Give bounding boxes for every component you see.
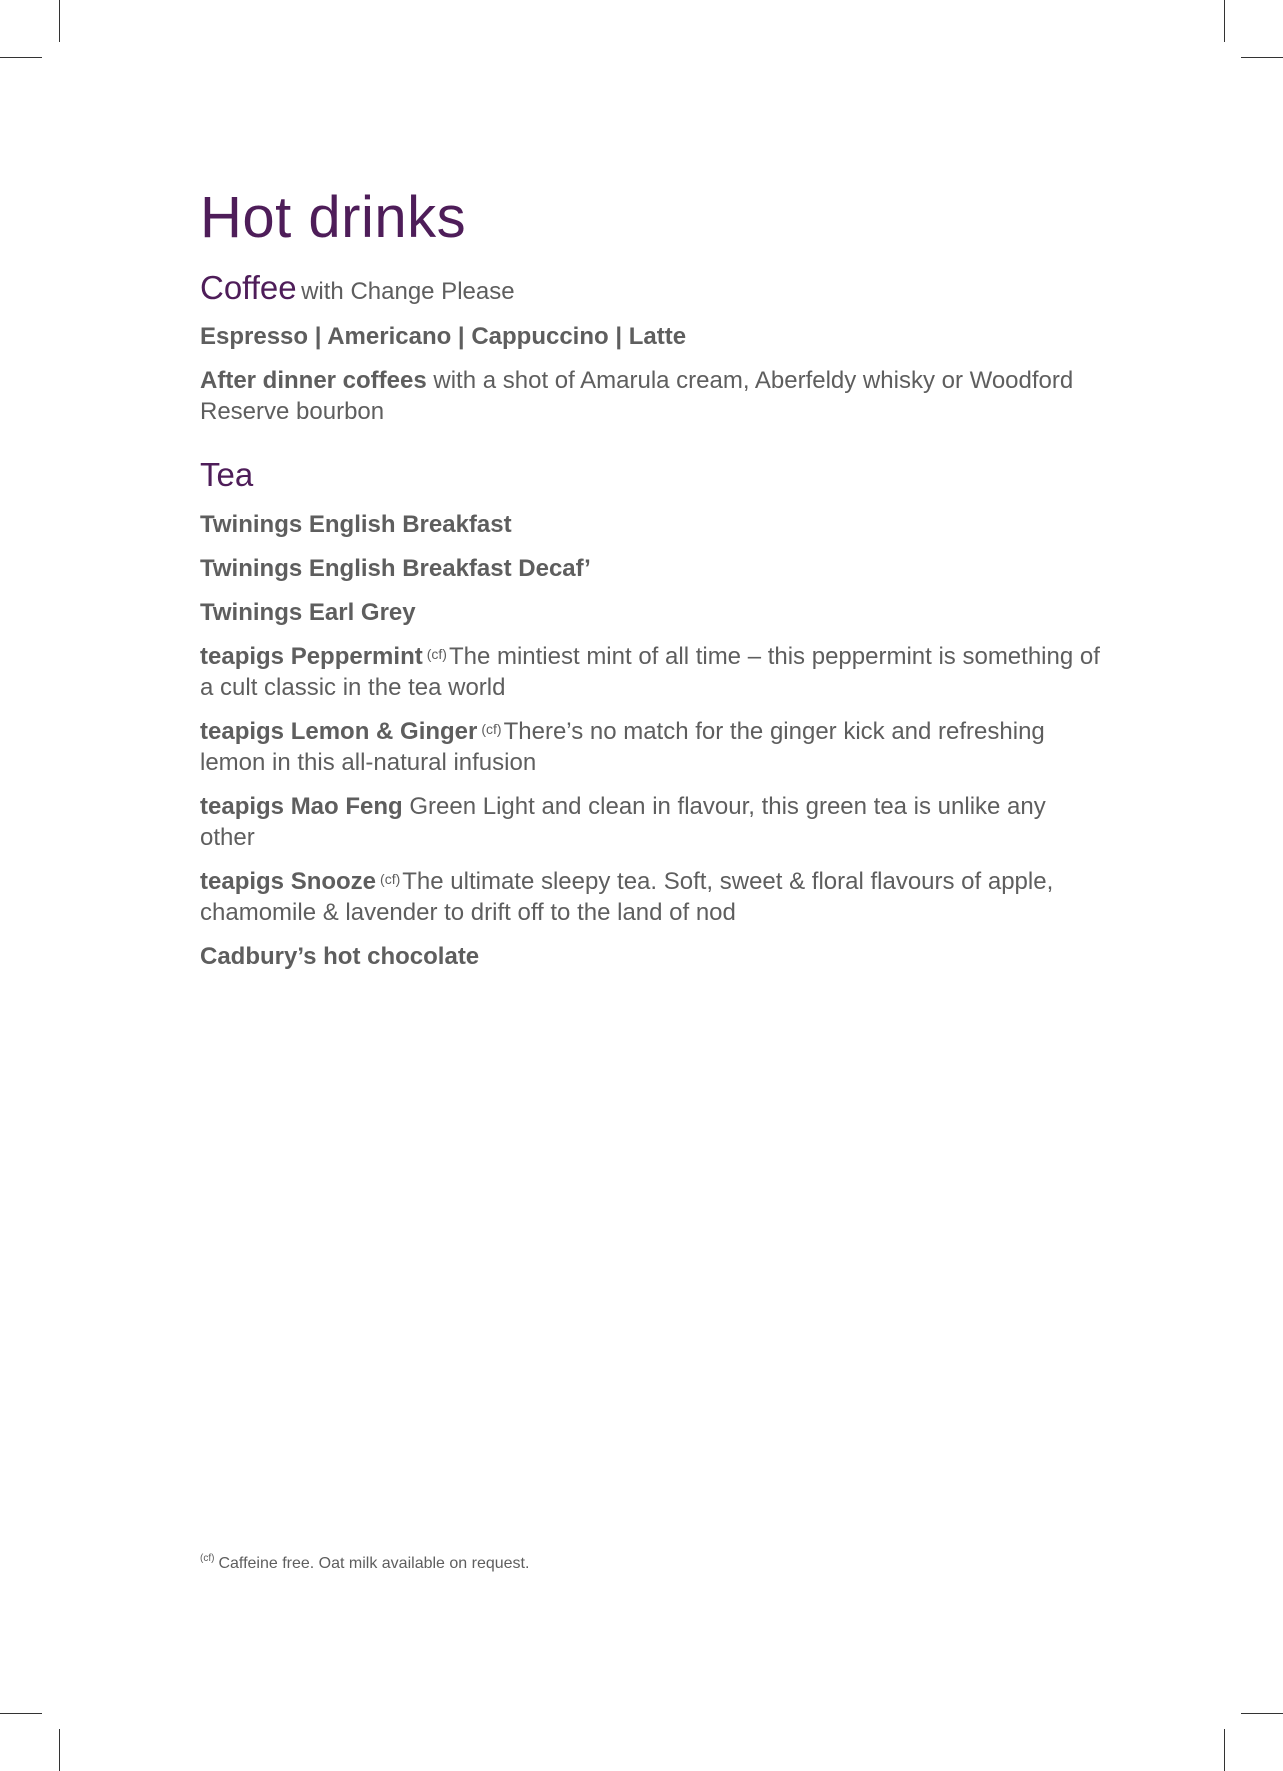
item-name: teapigs Lemon & Ginger [200,717,478,745]
list-item [200,716,1100,778]
crop-mark [1224,1729,1225,1771]
crop-mark [0,57,42,58]
item-name: Twinings Earl Grey [200,598,416,626]
item-name: teapigs Peppermint [200,642,423,670]
tea-list [200,509,1100,972]
caffeine-free-marker: (cf) [481,720,502,737]
footnote-marker: (cf) [200,1553,215,1564]
page-title: Hot drinks [200,185,467,250]
list-item [200,791,1100,853]
crop-mark [59,1729,60,1771]
coffee-section-header [200,268,1100,308]
list-item [200,553,1100,584]
item-description: with a shot of Amarula cream, Aberfeldy whisky or Woodford Reserve bourbon [200,367,1074,426]
list-item [200,941,1100,972]
caffeine-free-marker: (cf) [426,645,447,662]
footnote-text: Caffeine free. Oat milk available on request. [218,1555,530,1572]
crop-mark [1241,57,1283,58]
footnote [200,1555,529,1573]
item-name: Cadbury’s hot chocolate [200,942,480,970]
list-item [200,866,1100,928]
item-name: Twinings English Breakfast Decaf’ [200,554,591,582]
crop-mark [1241,1713,1283,1714]
item-name: After dinner coffees [200,367,427,395]
coffee-list [200,321,1100,427]
tea-section-header [200,455,1100,495]
list-item [200,509,1100,540]
crop-mark [1224,0,1225,42]
caffeine-free-marker: (cf) [380,870,401,887]
item-description: There’s no match for the ginger kick and refreshing lemon in this all-natural infusion [200,717,1045,776]
menu-content [200,186,1100,985]
item-name: Espresso | Americano | Cappuccino | Latte [200,323,687,351]
list-item [200,597,1100,628]
tea-heading: Tea [200,456,254,494]
item-name: teapigs Snooze [200,867,377,895]
list-item [200,365,1100,427]
coffee-subheading: with Change Please [301,277,515,305]
item-name: Twinings English Breakfast [200,510,512,538]
item-description: The mintiest mint of all time – this peppermint is something of a cult classic in the tea world [200,642,1100,701]
crop-mark [0,1713,42,1714]
item-name: teapigs Mao Feng [200,792,403,820]
item-description: Green Light and clean in flavour, this green tea is unlike any other [200,792,1046,851]
list-item [200,641,1100,703]
crop-mark [59,0,60,42]
item-description: The ultimate sleepy tea. Soft, sweet & floral flavours of apple, chamomile & lavender to drift off to the land of nod [200,867,1054,926]
list-item [200,321,1100,352]
coffee-heading: Coffee [200,268,297,306]
